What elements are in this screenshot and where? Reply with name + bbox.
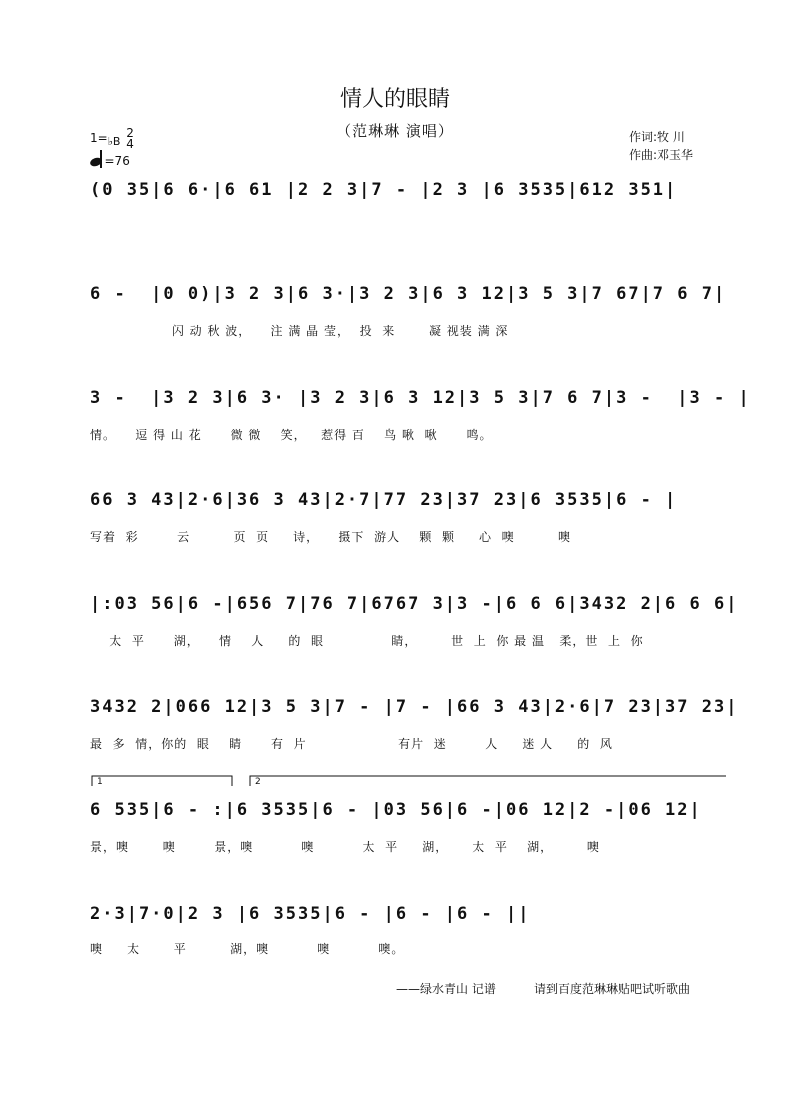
- notation-row-6: 3432 2|066 12|3 5 3|7 - |7 - |66 3 43|2·6|7 23|37 23|: [90, 697, 739, 717]
- lyrics-row-5: 太 平 湖， 情 人 的 眼 睛， 世 上 你 最 温 柔，世 上 你: [90, 634, 644, 648]
- volta-second: 2: [255, 777, 261, 787]
- lyrics-row-4: 写着 彩 云 页 页 诗， 摄下 游人 颗 颗 心 噢 噢: [90, 530, 571, 544]
- tempo-value: =76: [104, 154, 130, 168]
- lyrics-row-2: 闪 动 秋 波， 注 满 晶 莹， 投 来 凝 视装 满 深: [90, 324, 509, 338]
- time-top: 2: [126, 126, 134, 140]
- lyrics-row-7: 景，噢 噢 景，噢 噢 太 平 湖， 太 平 湖， 噢: [90, 840, 600, 854]
- notation-row-5: |:03 56|6 -|656 7|76 7|6767 3|3 -|6 6 6|3432 2|6 6 6|: [90, 594, 739, 614]
- key-prefix: 1=: [90, 131, 108, 145]
- lyrics-row-3: 情。 逗 得 山 花 微 微 笑， 惹得 百 鸟 啾 啾 鸣。: [90, 428, 493, 442]
- lyricist-credit: 作词:牧 川: [629, 130, 685, 144]
- staff-row-8: [90, 904, 730, 928]
- listen-note: 请到百度范琳琳贴吧试听歌曲: [534, 982, 691, 996]
- notation-row-8: 2·3|7·0|2 3 |6 3535|6 - |6 - |6 - ||: [90, 904, 531, 924]
- time-bottom: 4: [126, 137, 134, 151]
- notation-row-7: 6 535|6 - :|6 3535|6 - |03 56|6 -|06 12|2 -|06 12|: [90, 800, 702, 820]
- performer-subtitle: （范琳琳 演唱）: [336, 122, 454, 140]
- notation-row-3: 3 - |3 2 3|6 3· |3 2 3|6 3 12|3 5 3|7 6 7|3 - |3 - |: [90, 388, 751, 408]
- staff-row-7: [90, 800, 730, 824]
- notation-row-1: (0 35|6 6·|6 61 |2 2 3|7 - |2 3 |6 3535|612 351|: [90, 180, 678, 200]
- key-flat: ♭B: [107, 135, 121, 148]
- notation-row-2: 6 - |0 0)|3 2 3|6 3·|3 2 3|6 3 12|3 5 3|7 67|7 6 7|: [90, 284, 727, 304]
- volta-first: 1: [97, 777, 103, 787]
- song-title: 情人的眼睛: [339, 87, 450, 112]
- composer-credit: 作曲:邓玉华: [629, 148, 694, 162]
- transcriber-credit: ——绿水青山 记谱: [396, 982, 496, 996]
- lyrics-row-8: 噢 太 平 湖，噢 噢 噢。: [90, 942, 405, 956]
- lyrics-row-6: 最 多 情，你的 眼 睛 有 片 有片 迷 人 迷 人 的 风: [90, 737, 613, 751]
- notation-row-4: 66 3 43|2·6|36 3 43|2·7|77 23|37 23|6 3535|6 - |: [90, 490, 678, 510]
